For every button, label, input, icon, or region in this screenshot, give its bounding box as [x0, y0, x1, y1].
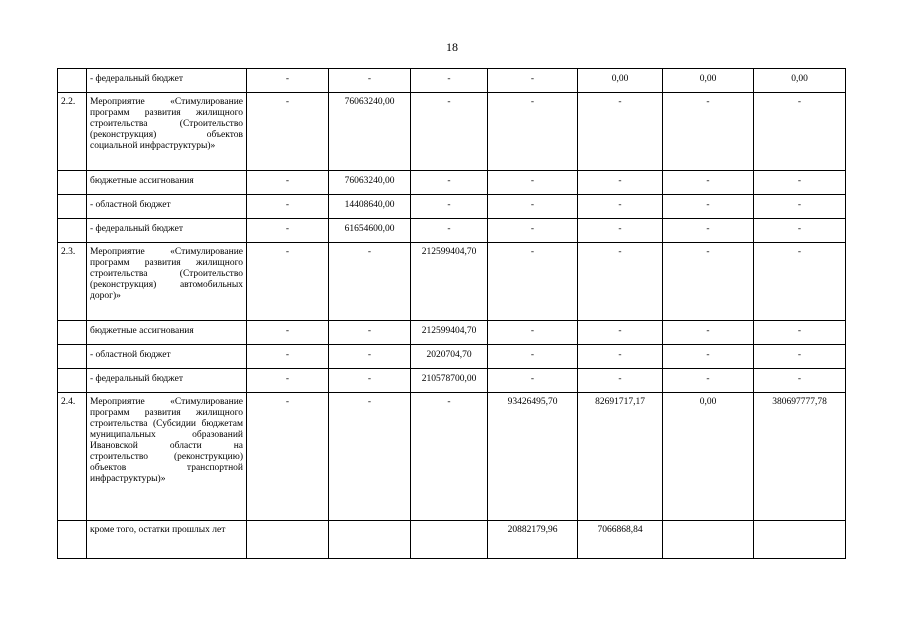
table-row	[58, 69, 846, 93]
value-cell: 93426495,70	[488, 393, 578, 521]
value-cell: -	[411, 69, 488, 93]
value-cell: -	[247, 321, 329, 345]
value-cell: -	[411, 171, 488, 195]
value-cell: 212599404,70	[411, 321, 488, 345]
value-cell	[247, 521, 329, 559]
value-cell: -	[488, 369, 578, 393]
value-cell: -	[578, 219, 663, 243]
value-cell: -	[578, 369, 663, 393]
description-cell: Мероприятие «Стимулирование программ развития жилищного строительства (Строительство (реконструкция) автомобильных дорог)»	[87, 243, 247, 321]
value-cell: -	[488, 243, 578, 321]
table-row	[58, 171, 846, 195]
description-cell: Мероприятие «Стимулирование программ развития жилищного строительства (Строительство (реконструкция) объектов социальной инфраструктуры)»	[87, 93, 247, 171]
value-cell: -	[488, 321, 578, 345]
value-cell: 82691717,17	[578, 393, 663, 521]
table-row	[58, 219, 846, 243]
value-cell: -	[754, 243, 846, 321]
value-cell: -	[329, 345, 411, 369]
value-cell: -	[663, 345, 754, 369]
row-number-cell	[58, 171, 87, 195]
row-number-cell	[58, 219, 87, 243]
value-cell: 20882179,96	[488, 521, 578, 559]
value-cell: 210578700,00	[411, 369, 488, 393]
description-cell: - федеральный бюджет	[87, 369, 247, 393]
value-cell: -	[754, 321, 846, 345]
value-cell: -	[247, 369, 329, 393]
value-cell: -	[578, 195, 663, 219]
value-cell: -	[488, 69, 578, 93]
table-row	[58, 345, 846, 369]
value-cell: 380697777,78	[754, 393, 846, 521]
value-cell: -	[754, 93, 846, 171]
value-cell: -	[663, 219, 754, 243]
description-cell: бюджетные ассигнования	[87, 171, 247, 195]
value-cell: 76063240,00	[329, 171, 411, 195]
value-cell: 14408640,00	[329, 195, 411, 219]
value-cell: -	[488, 345, 578, 369]
description-cell: - областной бюджет	[87, 345, 247, 369]
value-cell: 2020704,70	[411, 345, 488, 369]
value-cell: -	[411, 219, 488, 243]
description-cell: бюджетные ассигнования	[87, 321, 247, 345]
value-cell: -	[411, 195, 488, 219]
value-cell	[411, 521, 488, 559]
value-cell: -	[411, 93, 488, 171]
row-number-cell	[58, 521, 87, 559]
row-number-cell	[58, 69, 87, 93]
value-cell: 7066868,84	[578, 521, 663, 559]
value-cell: -	[247, 393, 329, 521]
row-number-cell	[58, 369, 87, 393]
value-cell: -	[754, 219, 846, 243]
table-row	[58, 393, 846, 521]
table-row	[58, 521, 846, 559]
value-cell	[754, 521, 846, 559]
row-number-cell	[58, 195, 87, 219]
value-cell: 0,00	[578, 69, 663, 93]
description-cell: кроме того, остатки прошлых лет	[87, 521, 247, 559]
value-cell: -	[578, 243, 663, 321]
budget-table	[57, 68, 846, 559]
table-row	[58, 93, 846, 171]
table-row	[58, 195, 846, 219]
table-body	[58, 69, 846, 559]
value-cell: -	[247, 345, 329, 369]
value-cell: -	[247, 219, 329, 243]
description-cell: - федеральный бюджет	[87, 69, 247, 93]
value-cell: -	[488, 219, 578, 243]
value-cell: -	[247, 243, 329, 321]
value-cell: -	[663, 93, 754, 171]
value-cell: 212599404,70	[411, 243, 488, 321]
description-cell: - областной бюджет	[87, 195, 247, 219]
value-cell: 0,00	[663, 393, 754, 521]
value-cell	[663, 521, 754, 559]
value-cell: -	[663, 243, 754, 321]
value-cell: -	[578, 321, 663, 345]
value-cell	[329, 521, 411, 559]
value-cell: 76063240,00	[329, 93, 411, 171]
value-cell: -	[663, 195, 754, 219]
value-cell: -	[329, 243, 411, 321]
table-row	[58, 369, 846, 393]
value-cell: -	[663, 171, 754, 195]
page-number: 18	[446, 40, 458, 54]
value-cell: -	[247, 195, 329, 219]
value-cell: -	[578, 93, 663, 171]
value-cell: -	[488, 93, 578, 171]
value-cell: -	[754, 195, 846, 219]
value-cell: -	[247, 93, 329, 171]
value-cell: -	[247, 69, 329, 93]
description-cell: Мероприятие «Стимулирование программ развития жилищного строительства (Субсидии бюджетам муниципальных образований Ивановской области на строительство (реконструкцию) объектов транспортной инфраструктуры)»	[87, 393, 247, 521]
value-cell: -	[754, 369, 846, 393]
value-cell: -	[488, 171, 578, 195]
value-cell: -	[411, 393, 488, 521]
value-cell: 61654600,00	[329, 219, 411, 243]
value-cell: -	[247, 171, 329, 195]
value-cell: -	[578, 345, 663, 369]
value-cell: -	[329, 321, 411, 345]
value-cell: -	[754, 171, 846, 195]
value-cell: -	[754, 345, 846, 369]
value-cell: -	[329, 69, 411, 93]
value-cell: -	[663, 321, 754, 345]
row-number-cell	[58, 345, 87, 369]
value-cell: -	[488, 195, 578, 219]
table-row	[58, 243, 846, 321]
value-cell: 0,00	[754, 69, 846, 93]
row-number-cell: 2.3.	[58, 243, 87, 321]
value-cell: -	[663, 369, 754, 393]
value-cell: -	[578, 171, 663, 195]
row-number-cell	[58, 321, 87, 345]
value-cell: 0,00	[663, 69, 754, 93]
value-cell: -	[329, 369, 411, 393]
value-cell: -	[329, 393, 411, 521]
description-cell: - федеральный бюджет	[87, 219, 247, 243]
row-number-cell: 2.4.	[58, 393, 87, 521]
table-row	[58, 321, 846, 345]
row-number-cell: 2.2.	[58, 93, 87, 171]
